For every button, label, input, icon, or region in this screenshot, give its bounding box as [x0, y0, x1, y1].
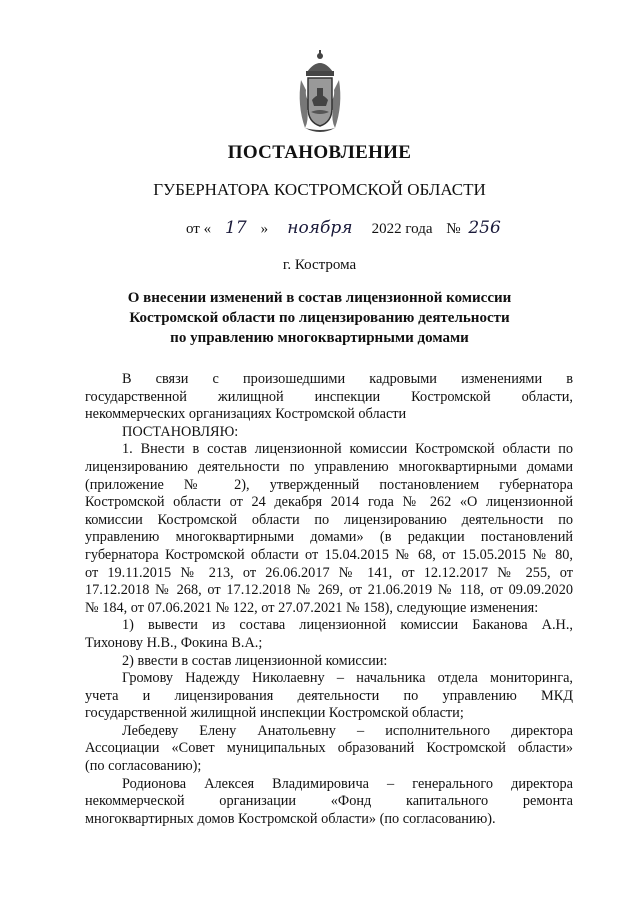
title-line: по управлению многоквартирными домами: [170, 330, 469, 346]
paragraph-3-line: № 184, от 07.06.2021 № 122, от 27.07.2021 № 158), следующие изменения:: [85, 599, 539, 616]
paragraph-1-line: В связи с произошедшими кадровыми изменениями в: [122, 371, 573, 387]
paragraph-5: 2) ввести в состав лицензионной комиссии:: [122, 652, 388, 669]
title-line: Костромской области по лицензированию деятельности: [129, 310, 510, 326]
date-mid: »: [260, 221, 269, 237]
paragraph-7-line: Лебедеву Елену Анатольевну – исполнительного директора: [122, 722, 573, 739]
paragraph-8-line: Родионова Алексея Владимировича – генерального директора: [122, 775, 573, 792]
paragraph-4-line: Тихонову Н.В., Фокина В.А.;: [85, 634, 263, 651]
paragraph-3-line: управлению многоквартирными домами» (в редакции постановлений: [85, 529, 573, 546]
paragraph-1-line: государственной жилищной инспекции Костромской области,: [85, 388, 573, 405]
paragraph-3-line: 1. Внести в состав лицензионной комиссии Костромской области по: [122, 441, 573, 458]
document-number: 256: [468, 218, 501, 238]
paragraph-3-line: губернатора Костромской области от 15.04.2015 № 68, от 15.05.2015 № 80,: [85, 546, 573, 563]
paragraph-3-line: Костромской области от 24 декабря 2014 года № 262 «О лицензионной: [85, 494, 573, 511]
paragraph-3-line: лицензированию деятельности по управлению многоквартирными домами: [85, 458, 573, 475]
date-year: 2022 года: [371, 221, 433, 237]
paragraph-2: ПОСТАНОВЛЯЮ:: [122, 423, 239, 440]
paragraph-7-line: (по согласованию);: [85, 758, 202, 775]
coat-of-arms-emblem: [295, 50, 345, 136]
paragraph-8-line: многоквартирных домов Костромской области» (по согласованию).: [85, 810, 496, 827]
number-sign: №: [446, 221, 461, 237]
paragraph-3-line: (приложение № 2), утвержденный постановлением губернатора: [85, 476, 573, 493]
city: г. Кострома: [282, 257, 357, 273]
document-type: ПОСТАНОВЛЕНИЕ: [227, 142, 412, 163]
document-title: [100, 288, 539, 348]
paragraph-7-line: Ассоциации «Совет муниципальных образований Костромской области»: [85, 740, 573, 757]
paragraph-3-line: от 19.11.2015 № 213, от 26.06.2017 № 141, от 12.12.2017 № 255, от: [85, 564, 573, 581]
paragraph-3-line: 17.12.2018 № 268, от 17.12.2018 № 269, от 21.06.2019 № 118, от 09.09.2020: [85, 582, 573, 599]
date-day: 17: [225, 218, 247, 238]
date-prefix: от «: [186, 221, 212, 237]
paragraph-6-line: Громову Надежду Николаевну – начальника отдела мониторинга,: [122, 670, 573, 687]
paragraph-4-line: 1) вывести из состава лицензионной комиссии Баканова А.Н.,: [122, 617, 573, 634]
paragraph-6-line: учета и лицензирования деятельности по управлению МКД: [85, 687, 573, 704]
document-body: [85, 371, 573, 828]
date-month: ноября: [287, 218, 353, 238]
date-line: [186, 218, 501, 238]
paragraph-1-line: некоммерческих организациях Костромской области: [85, 406, 407, 423]
paragraph-3-line: комиссии Костромской области по лицензированию деятельности по: [85, 511, 573, 528]
paragraph-6-line: государственной жилищной инспекции Костромской области;: [85, 705, 464, 722]
issuer: ГУБЕРНАТОРА КОСТРОМСКОЙ ОБЛАСТИ: [153, 180, 486, 199]
title-line: О внесении изменений в состав лицензионной комиссии: [127, 290, 512, 306]
paragraph-8-line: некоммерческой организации «Фонд капитального ремонта: [85, 793, 573, 810]
